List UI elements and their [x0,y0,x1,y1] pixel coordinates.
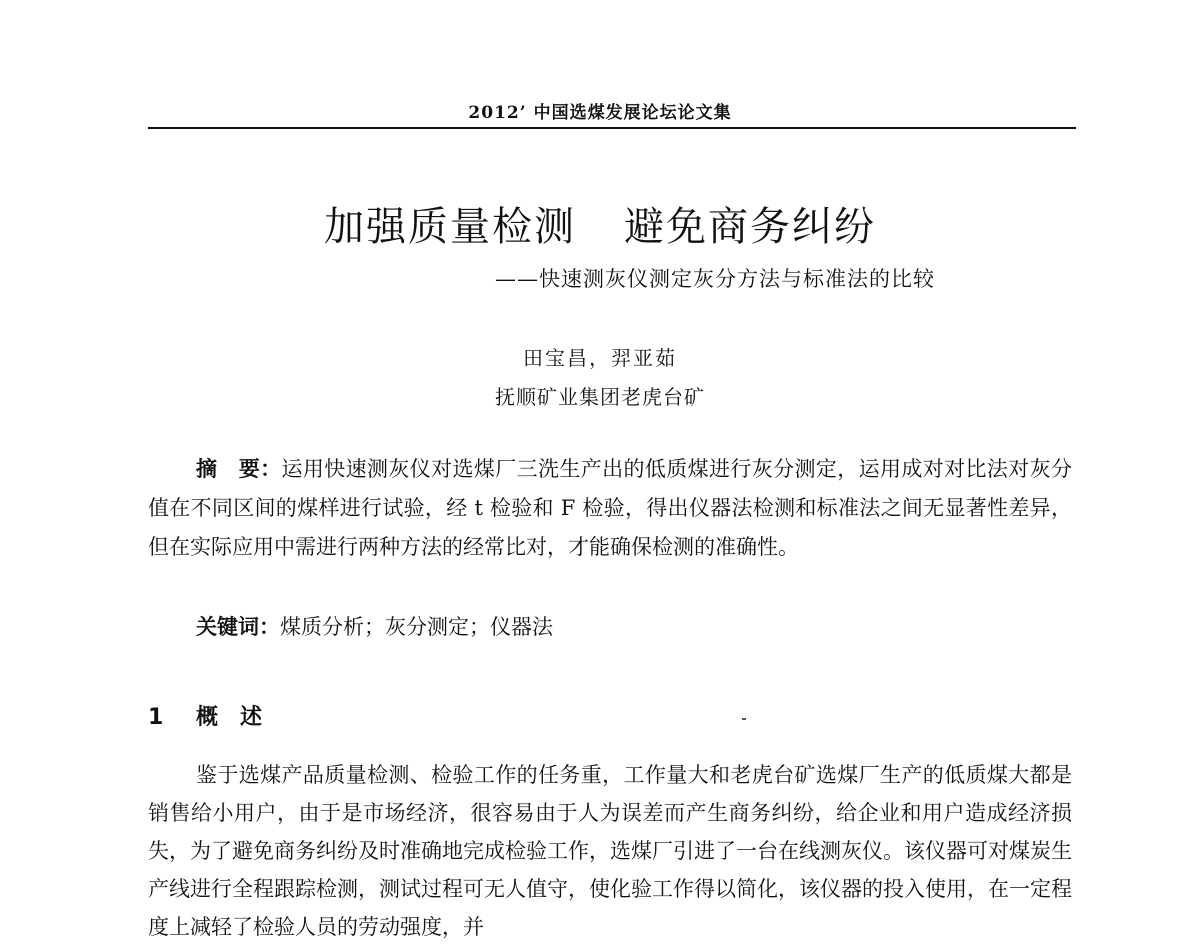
running-header: 2012’ 中国选煤发展论坛论文集 [468,103,732,123]
abstract-label: 摘 要： [196,456,282,481]
section-heading [148,700,262,731]
section-title: 概 述 [196,705,263,730]
header-rule [148,127,1076,129]
keywords-text: 煤质分析；灰分测定；仪器法 [280,615,553,639]
paper-title [0,205,1200,249]
title-part-1: 加强质量检测 [324,204,576,250]
authors: 田宝昌，羿亚茹 [523,346,677,370]
title-part-2: 避免商务纠纷 [624,204,876,250]
section-paragraph: 鉴于选煤产品质量检测、检验工作的任务重，工作量大和老虎台矿选煤厂生产的低质煤大都是销售给小用户，由于是市场经济，很容易由于人为误差而产生商务纠纷，给企业和用户造成经济损失，为了避免商务纠纷及时准确地完成检验工作，选煤厂引进了一台在线测灰仪。该仪器可对煤炭生产线进行全程跟踪检测，测试过程可无人值守，使化验工作得以简化，该仪器的投入使用，在一定程度上减轻了检验人员的劳动强度，并 [148,763,1072,939]
section-number: 1 [148,705,164,730]
keywords [196,607,553,647]
scan-speck [742,718,746,720]
abstract-text: 运用快速测灰仪对选煤厂三洗生产出的低质煤进行灰分测定，运用成对对比法对灰分值在不同区间的煤样进行试验，经 t 检验和 F 检验，得出仪器法检测和标准法之间无显著性差异，但在实际应用中需进行两种方法的经常比对，才能确保检测的准确性。 [148,457,1072,559]
paper-subtitle: ——快速测灰仪测定灰分方法与标准法的比较 [495,267,935,291]
abstract [148,449,1072,567]
keywords-label: 关键词： [196,614,280,639]
affiliation: 抚顺矿业集团老虎台矿 [495,385,705,409]
